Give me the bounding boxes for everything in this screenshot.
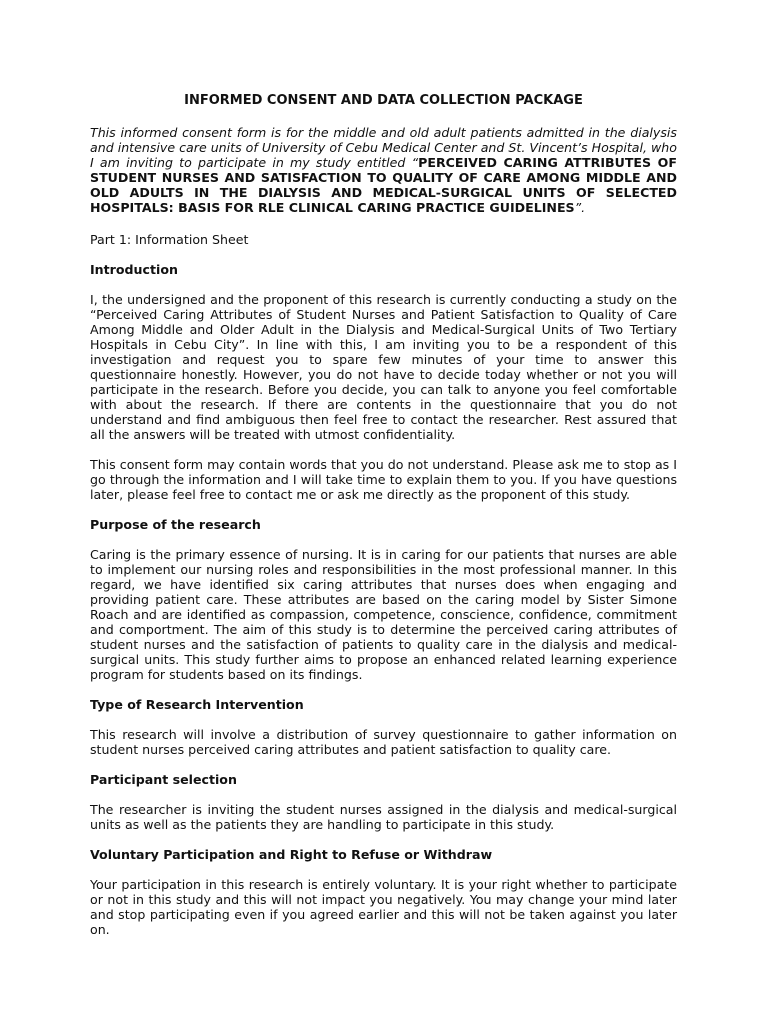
intro-paragraph (90, 125, 677, 215)
part-label: Part 1: Information Sheet (90, 232, 249, 247)
study-title: PERCEIVED CARING ATTRIBUTES OF STUDENT NURSES AND SATISFACTION TO QUALITY OF CARE AMONG MIDDLE AND OLD ADULTS IN THE DIALYSIS AND MEDICAL-SURGICAL UNITS OF SELECTED HOSPITALS: BASIS FOR RLE CLINICAL CARING PRACTICE GUIDELINES (90, 155, 677, 215)
intro-text: This informed consent form is for the middle and old adult patients admitted in the dialysis and intensive care units of University of Cebu Medical Center and St. Vincent’s Hospital, who I am inviting to participate in my study entitled “ (90, 125, 677, 170)
voluntary-participation-paragraph: Your participation in this research is entirely voluntary. It is your right whether to participate or not in this study and this will not impact you negatively. You may change your mind later and stop participating even if you agreed earlier and this will not be taken against you later on. (90, 877, 677, 937)
participant-selection-paragraph: The researcher is inviting the student nurses assigned in the dialysis and medical-surgical units as well as the patients they are handling to participate in this study. (90, 802, 677, 832)
intervention-paragraph: This research will involve a distribution of survey questionnaire to gather information on student nurses perceived caring attributes and patient satisfaction to quality care. (90, 727, 677, 757)
document-title: INFORMED CONSENT AND DATA COLLECTION PACKAGE (184, 93, 583, 108)
purpose-paragraph: Caring is the primary essence of nursing. It is in caring for our patients that nurses are able to implement our nursing roles and responsibilities in the most professional manner. In this regard, we have identified six caring attributes that nurses does when engaging and providing patient care. These attributes are based on the caring model by Sister Simone Roach and are identified as compassion, competence, conscience, confidence, commitment and comportment. The aim of this study is to determine the perceived caring attributes of student nurses and the satisfaction of patients to quality care in the dialysis and medical-surgical units. This study further aims to propose an enhanced related learning experience program for students based on its findings. (90, 547, 677, 682)
section-heading-participant-selection: Participant selection (90, 772, 237, 787)
intro-end: ”. (574, 200, 586, 215)
introduction-paragraph-2: This consent form may contain words that you do not understand. Please ask me to stop as I go through the information and I will take time to explain them to you. If you have questions later, please feel free to contact me or ask me directly as the proponent of this study. (90, 457, 677, 502)
introduction-paragraph-1: I, the undersigned and the proponent of this research is currently conducting a study on the “Perceived Caring Attributes of Student Nurses and Patient Satisfaction to Quality of Care Among Middle and Older Adult in the Dialysis and Medical-Surgical Units of Two Tertiary Hospitals in Cebu City”. In line with this, I am inviting you to be a respondent of this investigation and request you to spare few minutes of your time to answer this questionnaire honestly. However, you do not have to decide today whether or not you will participate in the research. Before you decide, you can talk to anyone you feel comfortable with about the research. If there are contents in the questionnaire that you do not understand and find ambiguous then feel free to contact the researcher. Rest assured that all the answers will be treated with utmost confidentiality. (90, 292, 677, 442)
section-heading-intervention: Type of Research Intervention (90, 697, 304, 712)
section-heading-voluntary-participation: Voluntary Participation and Right to Refuse or Withdraw (90, 847, 493, 862)
section-heading-purpose: Purpose of the research (90, 517, 261, 532)
section-heading-introduction: Introduction (90, 262, 178, 277)
